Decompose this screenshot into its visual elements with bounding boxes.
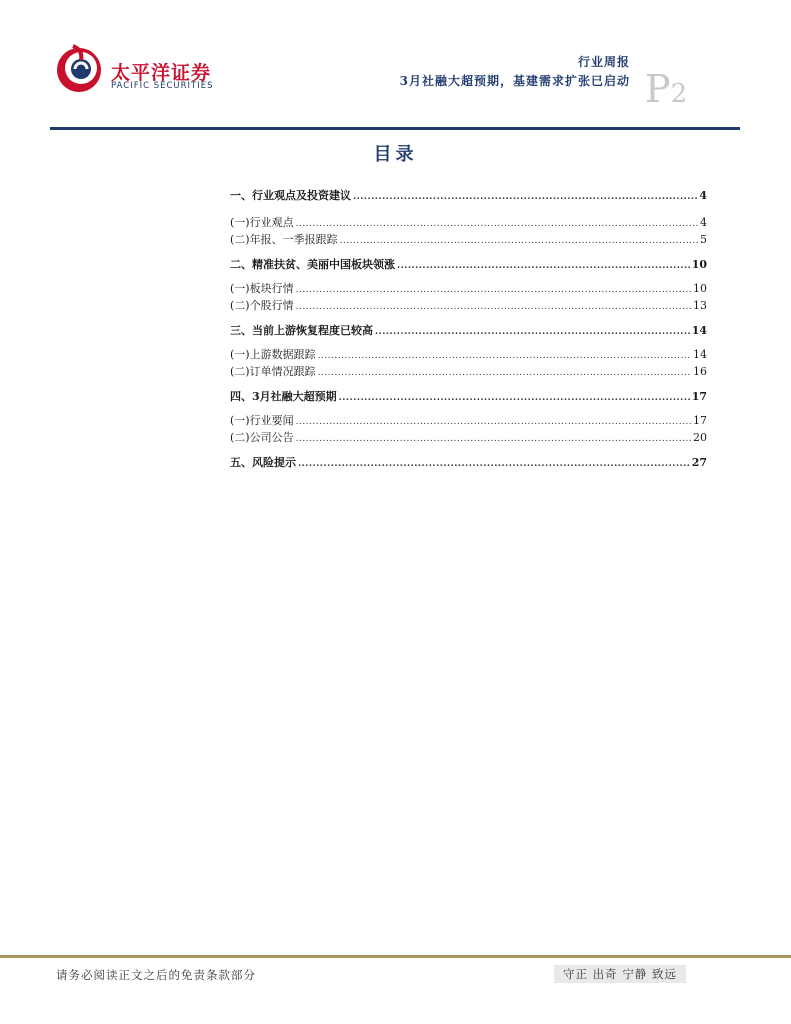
toc-entry-page: 27	[691, 456, 707, 469]
toc-entry-page: 17	[693, 414, 707, 427]
toc-entry-number: (一)	[230, 282, 250, 295]
toc-entry-number: (一)	[230, 414, 250, 427]
toc-entry-page: 10	[691, 258, 707, 271]
toc-entry-title: 3月社融大超预期	[252, 390, 337, 403]
toc-leader	[340, 236, 698, 246]
toc-entry-title: 板块行情	[249, 282, 294, 295]
toc-entry-number: (二)	[230, 233, 250, 246]
toc-leader	[339, 393, 690, 403]
toc-entry-number: (二)	[230, 299, 250, 312]
toc-entry-title: 订单情况跟踪	[249, 365, 316, 378]
toc-entry-3-2[interactable]	[230, 363, 707, 379]
toc-entry-page: 10	[693, 282, 707, 295]
page-number: 2	[670, 79, 688, 109]
toc-leader	[397, 261, 690, 271]
page-letter: P	[645, 67, 671, 111]
brand-name-en: PACIFIC SECURITIES	[111, 81, 214, 91]
toc-leader	[375, 327, 690, 337]
toc-entry-page: 5	[700, 233, 707, 246]
toc-entry-title: 公司公告	[249, 431, 294, 444]
toc-leader	[298, 459, 690, 469]
toc-entry-title: 上游数据跟踪	[249, 348, 316, 361]
toc-entry-4-1[interactable]	[230, 412, 707, 428]
footer-disclaimer: 请务必阅读正文之后的免责条款部分	[56, 968, 256, 982]
toc-entry-page: 4	[700, 216, 707, 229]
toc-entry-number: (一)	[230, 348, 250, 361]
toc-leader	[296, 417, 691, 427]
toc-entry-5[interactable]	[230, 454, 707, 470]
report-title: 3月社融大超预期，基建需求扩张已启动	[399, 74, 630, 88]
toc-entry-3-1[interactable]	[230, 346, 707, 362]
toc-entry-4[interactable]	[230, 388, 707, 404]
toc-entry-1-1[interactable]	[230, 214, 707, 230]
toc-leader	[296, 219, 698, 229]
toc-heading: 目录	[373, 144, 418, 165]
toc-entry-page: 4	[699, 189, 707, 202]
toc-leader	[353, 192, 697, 202]
toc-entry-title: 个股行情	[249, 299, 294, 312]
toc-entry-3[interactable]	[230, 322, 707, 338]
toc-entry-page: 14	[693, 348, 707, 361]
toc-entry-2-2[interactable]	[230, 297, 707, 313]
toc-entry-title: 当前上游恢复程度已较高	[252, 324, 373, 337]
toc-entry-title: 年报、一季报跟踪	[249, 233, 338, 246]
toc-entry-2-1[interactable]	[230, 280, 707, 296]
toc-entry-number: (二)	[230, 365, 250, 378]
toc-entry-number: 二、	[230, 258, 252, 271]
toc-entry-title: 风险提示	[252, 456, 296, 469]
page-mark	[645, 67, 688, 113]
toc-entry-title: 行业观点及投资建议	[252, 189, 351, 202]
toc-entry-4-2[interactable]	[230, 429, 707, 445]
toc-entry-2[interactable]	[230, 256, 707, 272]
header-rule	[50, 127, 740, 130]
toc-entry-number: (二)	[230, 431, 250, 444]
brand-name-cn: 太平洋证券	[111, 62, 212, 84]
toc-entry-page: 20	[693, 431, 707, 444]
toc-entry-number: 四、	[230, 390, 252, 403]
toc-entry-page: 16	[693, 365, 707, 378]
toc-entry-number: 五、	[230, 456, 252, 469]
toc-leader	[296, 302, 691, 312]
toc-entry-page: 13	[693, 299, 707, 312]
toc-entry-number: 三、	[230, 324, 252, 337]
toc-entry-title: 行业要闻	[249, 414, 294, 427]
toc-entry-1-2[interactable]	[230, 231, 707, 247]
toc-leader	[296, 285, 691, 295]
toc-entry-number: (一)	[230, 216, 250, 229]
report-type: 行业周报	[577, 55, 630, 69]
toc-leader	[318, 351, 691, 361]
footer-motto: 守正 出奇 宁静 致远	[554, 965, 686, 983]
toc-entry-1[interactable]	[230, 187, 707, 203]
toc-entry-title: 行业观点	[249, 216, 294, 229]
toc-entry-number: 一、	[230, 189, 252, 202]
toc-leader	[318, 368, 691, 378]
toc-entry-page: 14	[691, 324, 707, 337]
footer-rule	[0, 955, 791, 958]
toc-entry-page: 17	[691, 390, 707, 403]
toc-leader	[296, 434, 691, 444]
toc-entry-title: 精准扶贫、美丽中国板块领涨	[252, 258, 395, 271]
pacific-securities-logo-icon	[53, 42, 105, 94]
